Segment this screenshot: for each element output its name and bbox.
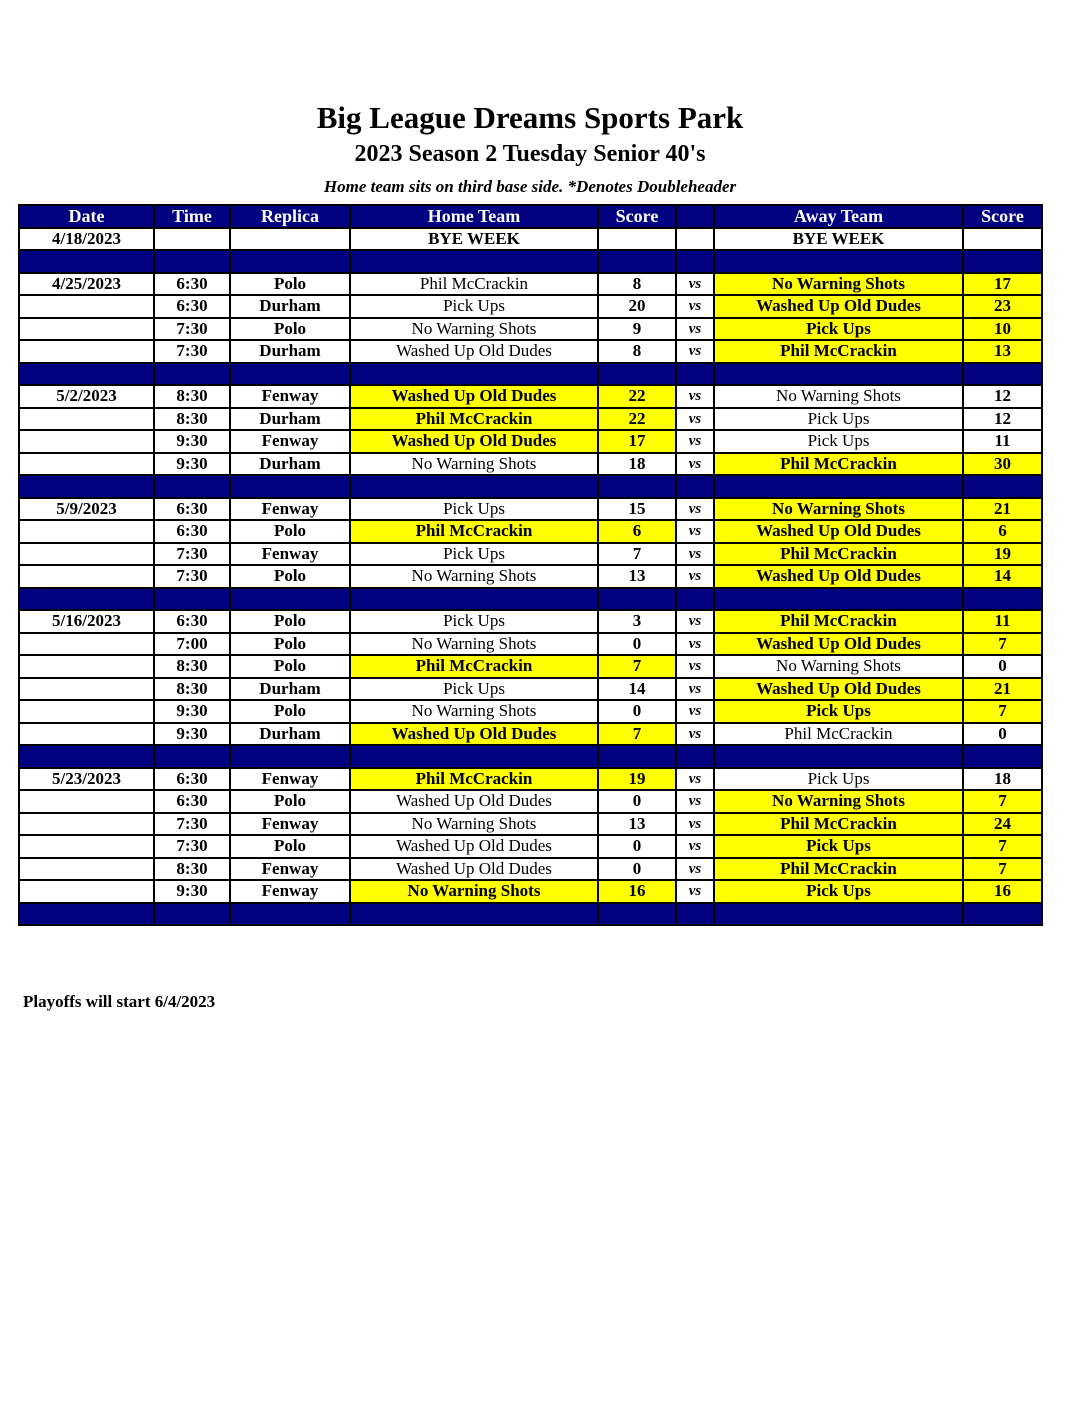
home-score-cell: 9 (598, 318, 676, 341)
replica-cell: Fenway (230, 543, 350, 566)
home-team-cell: Washed Up Old Dudes (350, 430, 598, 453)
replica-cell: Polo (230, 790, 350, 813)
col-away-score: Score (963, 205, 1042, 228)
away-team-cell: Pick Ups (714, 835, 963, 858)
away-team-cell: Phil McCrackin (714, 453, 963, 476)
game-row (19, 610, 1042, 633)
away-team-cell: No Warning Shots (714, 655, 963, 678)
replica-cell: Fenway (230, 858, 350, 881)
game-row (19, 318, 1042, 341)
replica-cell: Polo (230, 520, 350, 543)
date-cell (19, 790, 154, 813)
date-cell (19, 543, 154, 566)
game-row (19, 408, 1042, 431)
away-score-cell: 6 (963, 520, 1042, 543)
time-cell: 8:30 (154, 408, 230, 431)
home-score-cell: 8 (598, 273, 676, 296)
time-cell: 9:30 (154, 430, 230, 453)
home-team-cell: Washed Up Old Dudes (350, 790, 598, 813)
vs-cell: vs (676, 385, 714, 408)
game-row (19, 453, 1042, 476)
away-score-cell: 10 (963, 318, 1042, 341)
away-score-cell: 0 (963, 655, 1042, 678)
time-cell: 6:30 (154, 273, 230, 296)
vs-cell: vs (676, 610, 714, 633)
away-score-cell: 18 (963, 768, 1042, 791)
away-team-cell: No Warning Shots (714, 790, 963, 813)
page-subtitle: 2023 Season 2 Tuesday Senior 40's (354, 141, 706, 167)
vs-cell: vs (676, 543, 714, 566)
home-score-cell: 0 (598, 633, 676, 656)
date-cell (19, 318, 154, 341)
home-score-cell: 18 (598, 453, 676, 476)
separator-row (19, 745, 1042, 768)
away-score-cell: 12 (963, 385, 1042, 408)
time-cell: 6:30 (154, 520, 230, 543)
home-score-cell: 7 (598, 723, 676, 746)
away-team-cell: Phil McCrackin (714, 858, 963, 881)
date-cell (19, 880, 154, 903)
replica-cell: Polo (230, 655, 350, 678)
game-row (19, 723, 1042, 746)
home-team-cell: No Warning Shots (350, 453, 598, 476)
replica-cell: Polo (230, 835, 350, 858)
date-cell (19, 340, 154, 363)
home-team-cell: No Warning Shots (350, 700, 598, 723)
away-team-cell: Washed Up Old Dudes (714, 520, 963, 543)
separator-row (19, 475, 1042, 498)
away-team-cell: Pick Ups (714, 408, 963, 431)
home-score-cell: 0 (598, 835, 676, 858)
home-score-cell: 15 (598, 498, 676, 521)
time-cell: 6:30 (154, 610, 230, 633)
home-team-cell: No Warning Shots (350, 813, 598, 836)
home-team-cell: Phil McCrackin (350, 408, 598, 431)
replica-cell: Durham (230, 453, 350, 476)
away-score-cell: 11 (963, 610, 1042, 633)
away-score-cell: 13 (963, 340, 1042, 363)
vs-cell: vs (676, 858, 714, 881)
time-cell: 7:30 (154, 835, 230, 858)
away-score-cell: 21 (963, 678, 1042, 701)
date-cell (19, 453, 154, 476)
away-team-cell: Washed Up Old Dudes (714, 633, 963, 656)
vs-cell: vs (676, 700, 714, 723)
away-team-cell: Pick Ups (714, 700, 963, 723)
away-team-cell: Phil McCrackin (714, 813, 963, 836)
vs-cell: vs (676, 408, 714, 431)
vs-cell: vs (676, 723, 714, 746)
home-team-cell: Phil McCrackin (350, 655, 598, 678)
vs-cell: vs (676, 498, 714, 521)
replica-cell: Fenway (230, 880, 350, 903)
away-score-cell: 23 (963, 295, 1042, 318)
vs-cell: vs (676, 318, 714, 341)
time-cell: 6:30 (154, 790, 230, 813)
replica-cell: Fenway (230, 430, 350, 453)
date-cell (19, 430, 154, 453)
col-vs (676, 205, 714, 228)
home-team-cell: No Warning Shots (350, 633, 598, 656)
time-cell: 8:30 (154, 858, 230, 881)
replica-cell: Durham (230, 340, 350, 363)
time-cell: 7:30 (154, 340, 230, 363)
away-score-cell: 17 (963, 273, 1042, 296)
away-score-cell: 30 (963, 453, 1042, 476)
away-score-cell: 11 (963, 430, 1042, 453)
time-cell: 7:00 (154, 633, 230, 656)
away-score-cell: 7 (963, 858, 1042, 881)
time-cell: 9:30 (154, 453, 230, 476)
replica-cell: Durham (230, 295, 350, 318)
game-row (19, 633, 1042, 656)
away-team-cell: Pick Ups (714, 318, 963, 341)
date-cell (19, 835, 154, 858)
away-team-cell: No Warning Shots (714, 385, 963, 408)
home-score-cell: 16 (598, 880, 676, 903)
separator-row (19, 363, 1042, 386)
game-row (19, 565, 1042, 588)
home-score-cell: 3 (598, 610, 676, 633)
date-cell: 5/16/2023 (19, 610, 154, 633)
replica-cell: Fenway (230, 498, 350, 521)
away-score-cell: 7 (963, 835, 1042, 858)
schedule-table (18, 204, 1043, 926)
home-team-cell: Phil McCrackin (350, 273, 598, 296)
date-cell (19, 520, 154, 543)
vs-cell: vs (676, 453, 714, 476)
away-team-cell: Washed Up Old Dudes (714, 565, 963, 588)
replica-cell: Polo (230, 318, 350, 341)
footer-note: Playoffs will start 6/4/2023 (23, 992, 216, 1011)
time-cell: 8:30 (154, 385, 230, 408)
replica-cell: Durham (230, 678, 350, 701)
game-row (19, 385, 1042, 408)
date-cell (19, 723, 154, 746)
home-team-cell: Washed Up Old Dudes (350, 340, 598, 363)
separator-row (19, 250, 1042, 273)
away-score-cell: 16 (963, 880, 1042, 903)
game-row (19, 543, 1042, 566)
away-team-cell: Washed Up Old Dudes (714, 678, 963, 701)
away-score-cell: 24 (963, 813, 1042, 836)
home-score-cell: 0 (598, 858, 676, 881)
home-team-cell: Pick Ups (350, 295, 598, 318)
bye-away: BYE WEEK (714, 228, 963, 251)
away-score-cell: 7 (963, 700, 1042, 723)
away-team-cell: Pick Ups (714, 768, 963, 791)
vs-cell: vs (676, 880, 714, 903)
time-cell: 6:30 (154, 295, 230, 318)
replica-cell: Polo (230, 633, 350, 656)
vs-cell: vs (676, 678, 714, 701)
vs-cell: vs (676, 835, 714, 858)
away-team-cell: Phil McCrackin (714, 543, 963, 566)
home-score-cell: 6 (598, 520, 676, 543)
time-cell: 8:30 (154, 678, 230, 701)
home-team-cell: Phil McCrackin (350, 768, 598, 791)
vs-cell: vs (676, 813, 714, 836)
home-team-cell: Pick Ups (350, 543, 598, 566)
time-cell: 7:30 (154, 813, 230, 836)
time-cell: 8:30 (154, 655, 230, 678)
date-cell: 4/18/2023 (19, 228, 154, 251)
time-cell: 7:30 (154, 565, 230, 588)
home-team-cell: Pick Ups (350, 610, 598, 633)
home-team-cell: No Warning Shots (350, 880, 598, 903)
away-score-cell: 12 (963, 408, 1042, 431)
replica-cell: Durham (230, 723, 350, 746)
vs-cell: vs (676, 273, 714, 296)
date-cell (19, 700, 154, 723)
vs-cell: vs (676, 340, 714, 363)
game-row (19, 880, 1042, 903)
home-team-cell: No Warning Shots (350, 565, 598, 588)
replica-cell: Fenway (230, 385, 350, 408)
game-row (19, 858, 1042, 881)
separator-row (19, 588, 1042, 611)
game-row (19, 273, 1042, 296)
away-team-cell: No Warning Shots (714, 498, 963, 521)
separator-row (19, 903, 1042, 926)
home-team-cell: No Warning Shots (350, 318, 598, 341)
date-cell (19, 655, 154, 678)
away-score-cell: 7 (963, 790, 1042, 813)
replica-cell: Durham (230, 408, 350, 431)
col-home-team: Home Team (350, 205, 598, 228)
home-score-cell: 20 (598, 295, 676, 318)
home-team-cell: Washed Up Old Dudes (350, 723, 598, 746)
date-cell (19, 678, 154, 701)
date-cell (19, 565, 154, 588)
time-cell: 7:30 (154, 543, 230, 566)
away-team-cell: Pick Ups (714, 430, 963, 453)
home-score-cell: 7 (598, 655, 676, 678)
date-cell (19, 858, 154, 881)
home-score-cell: 19 (598, 768, 676, 791)
game-row (19, 430, 1042, 453)
home-score-cell: 22 (598, 408, 676, 431)
away-score-cell: 21 (963, 498, 1042, 521)
game-row (19, 790, 1042, 813)
away-team-cell: No Warning Shots (714, 273, 963, 296)
header-row (19, 205, 1042, 228)
replica-cell: Polo (230, 700, 350, 723)
home-team-cell: Washed Up Old Dudes (350, 835, 598, 858)
home-team-cell: Washed Up Old Dudes (350, 858, 598, 881)
home-score-cell: 7 (598, 543, 676, 566)
game-row (19, 520, 1042, 543)
vs-cell: vs (676, 430, 714, 453)
replica-cell: Fenway (230, 813, 350, 836)
date-cell: 5/23/2023 (19, 768, 154, 791)
vs-cell: vs (676, 790, 714, 813)
col-date: Date (19, 205, 154, 228)
game-row (19, 813, 1042, 836)
date-cell (19, 295, 154, 318)
vs-cell: vs (676, 295, 714, 318)
date-cell (19, 633, 154, 656)
date-cell: 5/2/2023 (19, 385, 154, 408)
away-score-cell: 7 (963, 633, 1042, 656)
away-team-cell: Phil McCrackin (714, 340, 963, 363)
vs-cell: vs (676, 655, 714, 678)
game-row (19, 295, 1042, 318)
date-cell: 5/9/2023 (19, 498, 154, 521)
time-cell: 9:30 (154, 723, 230, 746)
vs-cell: vs (676, 565, 714, 588)
home-team-cell: Washed Up Old Dudes (350, 385, 598, 408)
home-score-cell: 8 (598, 340, 676, 363)
game-row (19, 700, 1042, 723)
date-cell: 4/25/2023 (19, 273, 154, 296)
game-row (19, 768, 1042, 791)
bye-home: BYE WEEK (350, 228, 598, 251)
col-time: Time (154, 205, 230, 228)
away-team-cell: Phil McCrackin (714, 610, 963, 633)
home-score-cell: 14 (598, 678, 676, 701)
away-team-cell: Pick Ups (714, 880, 963, 903)
replica-cell: Polo (230, 610, 350, 633)
vs-cell: vs (676, 633, 714, 656)
away-team-cell: Washed Up Old Dudes (714, 295, 963, 318)
bye-row (19, 228, 1042, 251)
home-score-cell: 13 (598, 565, 676, 588)
schedule-note: Home team sits on third base side. *Denotes Doubleheader (323, 177, 737, 196)
time-cell: 6:30 (154, 498, 230, 521)
home-score-cell: 17 (598, 430, 676, 453)
replica-cell: Polo (230, 565, 350, 588)
game-row (19, 498, 1042, 521)
home-team-cell: Phil McCrackin (350, 520, 598, 543)
date-cell (19, 813, 154, 836)
vs-cell: vs (676, 520, 714, 543)
game-row (19, 678, 1042, 701)
game-row (19, 340, 1042, 363)
game-row (19, 655, 1042, 678)
time-cell: 9:30 (154, 700, 230, 723)
time-cell: 6:30 (154, 768, 230, 791)
home-score-cell: 0 (598, 700, 676, 723)
col-away-team: Away Team (714, 205, 963, 228)
away-score-cell: 14 (963, 565, 1042, 588)
away-score-cell: 19 (963, 543, 1042, 566)
home-team-cell: Pick Ups (350, 498, 598, 521)
col-home-score: Score (598, 205, 676, 228)
page-title: Big League Dreams Sports Park (316, 100, 744, 135)
away-score-cell: 0 (963, 723, 1042, 746)
home-score-cell: 22 (598, 385, 676, 408)
away-team-cell: Phil McCrackin (714, 723, 963, 746)
home-score-cell: 0 (598, 790, 676, 813)
vs-cell: vs (676, 768, 714, 791)
home-score-cell: 13 (598, 813, 676, 836)
replica-cell: Fenway (230, 768, 350, 791)
replica-cell: Polo (230, 273, 350, 296)
col-replica: Replica (230, 205, 350, 228)
home-team-cell: Pick Ups (350, 678, 598, 701)
time-cell: 9:30 (154, 880, 230, 903)
time-cell: 7:30 (154, 318, 230, 341)
game-row (19, 835, 1042, 858)
date-cell (19, 408, 154, 431)
